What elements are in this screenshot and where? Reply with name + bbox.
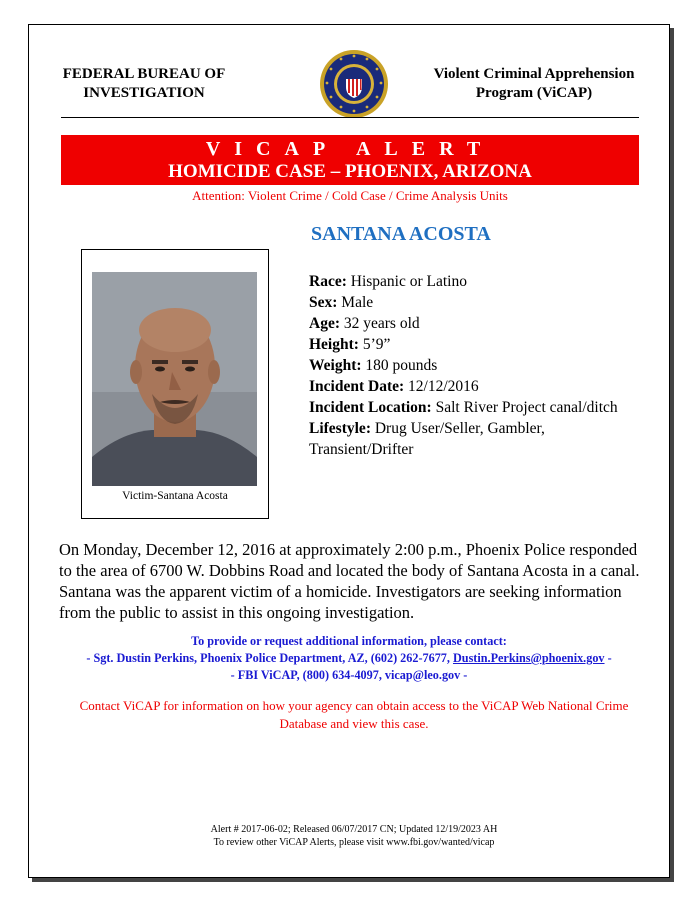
program-name bbox=[409, 65, 659, 103]
detail-race: Race: Hispanic or Latino bbox=[309, 273, 467, 290]
poster-frame bbox=[28, 24, 670, 878]
detail-height: Height: 5’9” bbox=[309, 336, 391, 353]
header-divider bbox=[61, 117, 639, 118]
contact-block bbox=[41, 633, 657, 684]
contact-line-vicap: - FBI ViCAP, (800) 634-4097, vicap@leo.gov - bbox=[230, 668, 468, 682]
victim-photo bbox=[92, 272, 257, 486]
detail-incident-date: Incident Date: 12/12/2016 bbox=[309, 378, 479, 395]
case-summary: On Monday, December 12, 2016 at approximately 2:00 p.m., Phoenix Police responded to the area of 6700 W. Dobbins Road and located the body of Santana Acosta in a canal. Santana was the apparent victim of a homicide. Investigators are seeking information from the public to assist in this ongoing investigation. bbox=[59, 540, 640, 622]
victim-details bbox=[309, 271, 629, 460]
fbi-seal-icon bbox=[319, 49, 389, 119]
agency-name bbox=[59, 65, 229, 103]
footer bbox=[59, 823, 649, 849]
case-title: HOMICIDE CASE – PHOENIX, ARIZONA bbox=[168, 161, 532, 182]
alert-banner bbox=[61, 135, 639, 185]
photo-box bbox=[81, 249, 269, 519]
photo-caption: Victim-Santana Acosta bbox=[122, 490, 228, 502]
alerts-link-note: To review other ViCAP Alerts, please visit www.fbi.gov/wanted/vicap bbox=[213, 837, 495, 848]
subject-name: SANTANA ACOSTA bbox=[311, 223, 491, 245]
alert-title: VICAP ALERT bbox=[205, 138, 495, 160]
detail-incident-location: Incident Location: Salt River Project canal/ditch bbox=[309, 399, 618, 416]
agency-name-line2: INVESTIGATION bbox=[83, 85, 205, 101]
vicap-access-note: Contact ViCAP for information on how your agency can obtain access to the ViCAP Web National Crime Database and view this case. bbox=[79, 698, 629, 731]
agency-name-line1: FEDERAL BUREAU OF bbox=[62, 66, 226, 82]
detail-weight: Weight: 180 pounds bbox=[309, 357, 438, 374]
detail-sex: Sex: Male bbox=[309, 294, 374, 311]
alert-number: Alert # 2017-06-02; Released 06/07/2017 CN; Updated 12/19/2023 AH bbox=[210, 824, 498, 835]
contact-heading: To provide or request additional information, please contact: bbox=[191, 634, 507, 648]
contact-line-perkins: - Sgt. Dustin Perkins, Phoenix Police Department, AZ, (602) 262-7677, Dustin.Perkins@phoenix.gov - bbox=[86, 651, 612, 665]
perkins-email-link[interactable]: Dustin.Perkins@phoenix.gov bbox=[452, 651, 605, 665]
program-name-line2: Program (ViCAP) bbox=[475, 85, 593, 101]
detail-age: Age: 32 years old bbox=[309, 315, 420, 332]
attention-line: Attention: Violent Crime / Cold Case / Crime Analysis Units bbox=[192, 188, 508, 203]
program-name-line1: Violent Criminal Apprehension bbox=[433, 66, 635, 82]
detail-lifestyle: Lifestyle: Drug User/Seller, Gambler, Transient/Drifter bbox=[309, 420, 545, 458]
